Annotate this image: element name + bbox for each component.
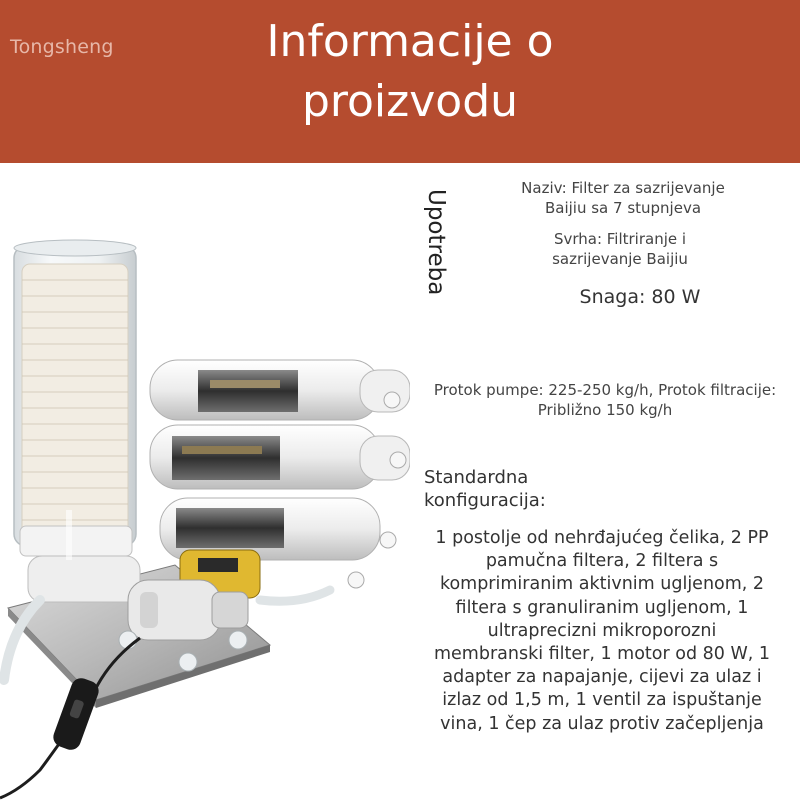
- configuration-title-line-2: konfiguracija:: [424, 490, 546, 511]
- product-image: [0, 210, 410, 800]
- configuration-line: 1 postolje od nehrđajućeg čelika, 2 PP: [435, 528, 769, 548]
- configuration-title-line-1: Standardna: [424, 467, 529, 488]
- configuration-line: izlaz od 1,5 m, 1 ventil za ispuštanje: [442, 690, 762, 711]
- configuration-line: adapter za napajanje, cijevi za ulaz i: [442, 667, 762, 688]
- section-label-upotreba: Upotreba: [423, 189, 449, 296]
- rubber-foot: [179, 653, 197, 671]
- header-banner: [0, 0, 800, 163]
- product-purpose: [520, 229, 720, 269]
- page-title: [200, 12, 620, 132]
- product-purpose-line-1: Svrha: Filtriranje i: [553, 230, 687, 248]
- product-name-line-1: Naziv: Filter za sazrijevanje: [521, 179, 725, 197]
- outlet-hose: [260, 590, 330, 601]
- configuration-line: komprimiranim aktivnim ugljenom, 2: [439, 574, 765, 595]
- page-title-line-2: proizvodu: [301, 76, 519, 127]
- product-power: Snaga: 80 W: [579, 286, 701, 308]
- pp-cotton-filter-housing: [14, 240, 140, 602]
- product-flow-rate: [420, 380, 790, 420]
- configuration-line: filtera s granuliranim ugljenom, 1: [455, 597, 749, 618]
- configuration-title: [424, 466, 624, 512]
- brand-watermark: Tongsheng: [10, 36, 114, 58]
- configuration-list: [412, 527, 792, 736]
- configuration-line: pamučna filtera, 2 filtera s: [485, 551, 719, 572]
- rubber-foot: [229, 631, 247, 649]
- product-purpose-line-2: sazrijevanje Baijiu: [552, 250, 688, 268]
- configuration-line: vina, 1 čep za ulaz protiv začepljenja: [440, 713, 764, 734]
- configuration-line: membranski filter, 1 motor od 80 W, 1: [433, 644, 771, 665]
- page-title-line-1: Informacije o: [266, 16, 554, 67]
- product-flow-line-1: Protok pumpe: 225-250 kg/h, Protok filtracije:: [433, 381, 777, 399]
- product-flow-line-2: Približno 150 kg/h: [537, 401, 673, 419]
- configuration-line: ultraprecizni mikroporozni: [487, 620, 717, 641]
- product-name: [508, 178, 738, 218]
- product-name-line-2: Baijiu sa 7 stupnjeva: [544, 199, 702, 217]
- pump-motor: [128, 550, 260, 640]
